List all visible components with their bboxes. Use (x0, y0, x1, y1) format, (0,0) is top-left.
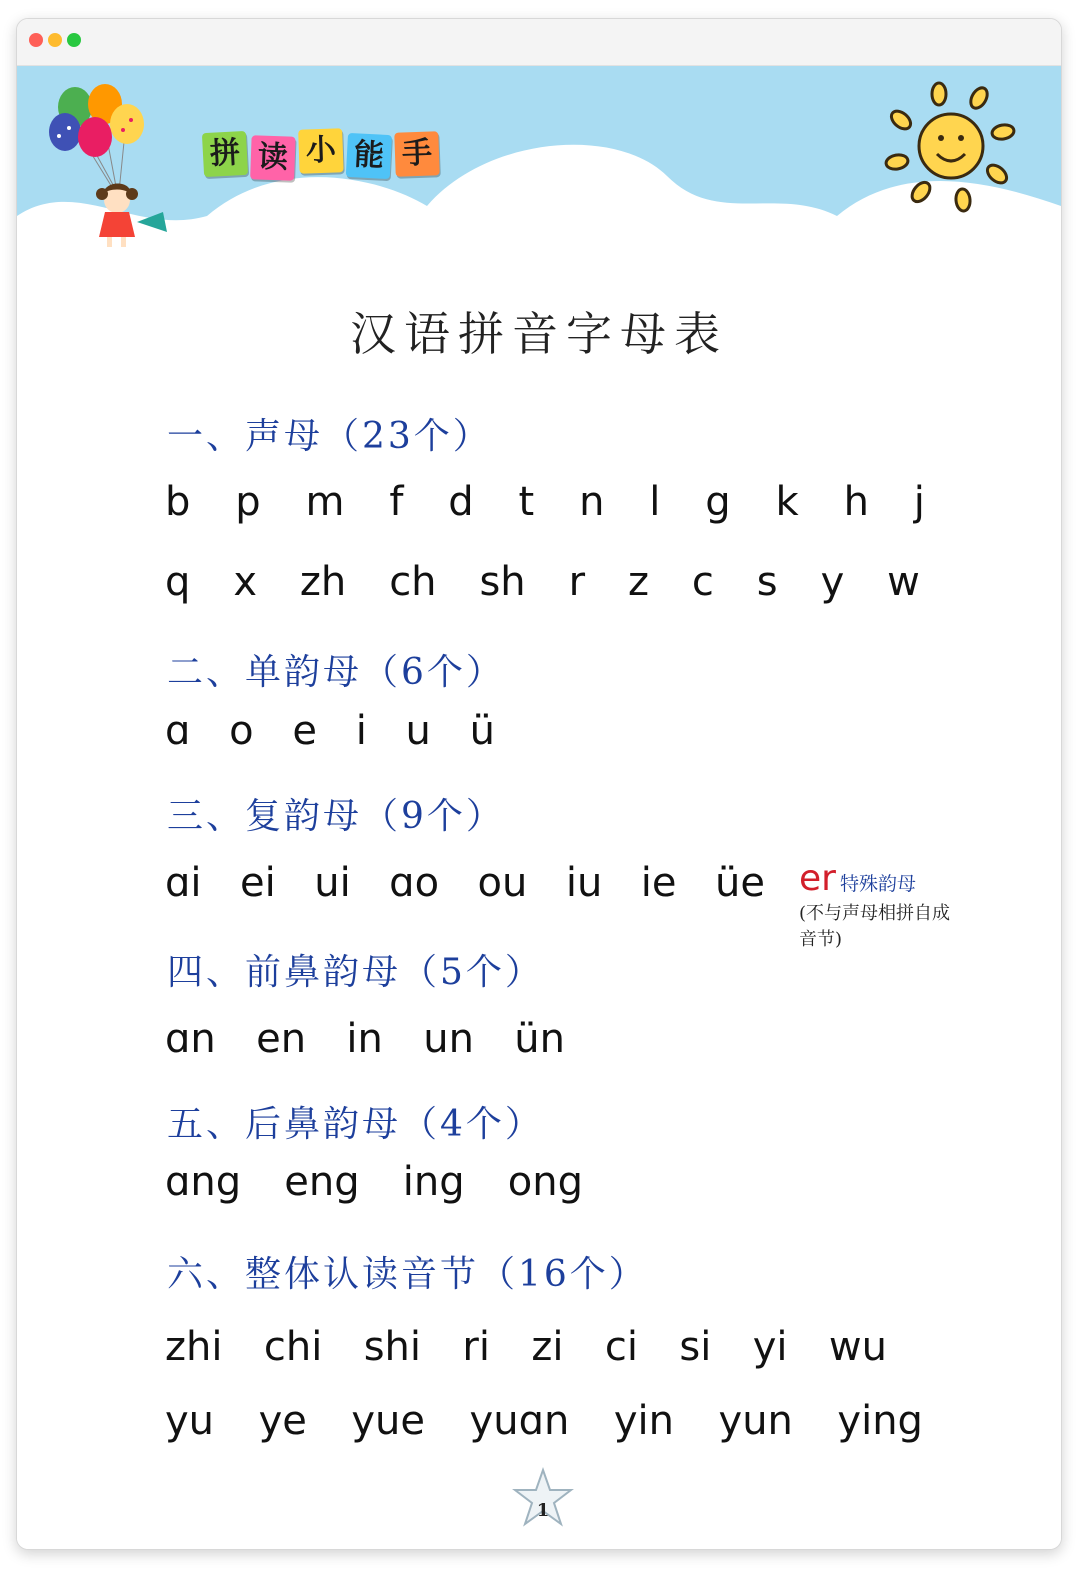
pinyin-letter: x (233, 559, 257, 605)
pinyin-letter: e (292, 708, 317, 754)
whole-syllables-row-1 (165, 1324, 887, 1370)
pinyin-letter: un (423, 1016, 474, 1062)
pinyin-letter: ü (469, 708, 495, 754)
pinyin-letter: t (518, 479, 535, 525)
special-final-description: (不与声母相拼自成音节) (799, 903, 951, 950)
section-heading-compound-finals: 三、复韵母（9个） (167, 796, 505, 837)
pinyin-letter: j (913, 479, 925, 525)
banner-tile: 小 (298, 128, 344, 174)
pinyin-letter: ün (514, 1016, 565, 1062)
pinyin-letter: z (627, 559, 649, 605)
pinyin-letter: b (165, 479, 191, 525)
pinyin-letter: y (820, 559, 845, 605)
special-final-label: 特殊韵母 (839, 873, 916, 895)
section-heading-back-nasal-finals: 五、后鼻韵母（4个） (167, 1104, 544, 1145)
pinyin-syllable: wu (828, 1324, 887, 1370)
pinyin-letter: ing (402, 1159, 465, 1205)
page-number: 1 (536, 1500, 550, 1521)
pinyin-letter: ie (640, 860, 677, 906)
pinyin-syllable: ye (258, 1398, 307, 1444)
balloon-girl-illustration (45, 82, 185, 252)
pinyin-letter: ong (507, 1159, 583, 1205)
page-title: 汉语拼音字母表 (350, 307, 728, 361)
pinyin-letter: ɑi (165, 860, 202, 906)
compound-finals-row (165, 860, 765, 906)
simple-finals-row (165, 708, 495, 754)
banner-tile: 手 (394, 131, 440, 177)
banner-tile: 读 (250, 135, 296, 181)
pinyin-syllable: ci (604, 1324, 638, 1370)
pinyin-letter: k (775, 479, 799, 525)
pinyin-letter: zh (299, 559, 347, 605)
section-heading-initials: 一、声母（23个） (167, 416, 492, 457)
pinyin-syllable: ri (462, 1324, 490, 1370)
initials-row-2 (165, 559, 920, 605)
maximize-window-button[interactable] (67, 33, 81, 47)
pinyin-letter: en (256, 1016, 307, 1062)
back-nasal-finals-row (165, 1159, 583, 1205)
pinyin-letter: m (305, 479, 345, 525)
pinyin-letter: ɑ (165, 708, 191, 754)
worksheet-page (17, 66, 1061, 1549)
pinyin-syllable: ying (837, 1398, 923, 1444)
banner-tile: 能 (346, 133, 392, 179)
pinyin-syllable: zhi (165, 1324, 223, 1370)
pinyin-syllable: yun (718, 1398, 793, 1444)
initials-row-1 (165, 479, 925, 525)
window-titlebar (17, 19, 1061, 66)
pinyin-letter: p (235, 479, 261, 525)
pinyin-letter: ɑn (165, 1016, 216, 1062)
section-heading-simple-finals: 二、单韵母（6个） (167, 652, 505, 693)
pinyin-syllable: si (679, 1324, 712, 1370)
pinyin-syllable: yue (351, 1398, 426, 1444)
section-heading-whole-syllables: 六、整体认读音节（16个） (167, 1254, 648, 1295)
section-heading-front-nasal-finals: 四、前鼻韵母（5个） (167, 952, 544, 993)
browser-window (16, 18, 1062, 1550)
whole-syllables-row-2 (165, 1398, 923, 1444)
pinyin-letter: g (705, 479, 731, 525)
pinyin-letter: eng (284, 1159, 360, 1205)
banner-tile: 拼 (202, 131, 248, 177)
pinyin-letter: ɑng (165, 1159, 242, 1205)
pinyin-letter: f (389, 479, 404, 525)
pinyin-letter: h (843, 479, 869, 525)
pinyin-letter: in (346, 1016, 383, 1062)
pinyin-letter: ui (314, 860, 351, 906)
pinyin-letter: ɑo (389, 860, 440, 906)
pinyin-letter: q (165, 559, 191, 605)
pinyin-letter: ch (389, 559, 437, 605)
pinyin-letter: u (405, 708, 431, 754)
pinyin-letter: s (756, 559, 778, 605)
special-final-note (799, 858, 969, 953)
pinyin-letter: n (579, 479, 605, 525)
pinyin-syllable: yi (752, 1324, 788, 1370)
pinyin-syllable: yu (165, 1398, 215, 1444)
pinyin-letter: sh (479, 559, 526, 605)
title-banner (203, 132, 439, 176)
pinyin-letter: c (691, 559, 714, 605)
pinyin-letter: w (887, 559, 920, 605)
special-final-letter: er (799, 858, 836, 899)
pinyin-letter: d (448, 479, 474, 525)
pinyin-letter: l (649, 479, 661, 525)
pinyin-letter: o (229, 708, 254, 754)
pinyin-syllable: yuɑn (469, 1398, 570, 1444)
pinyin-syllable: zi (531, 1324, 564, 1370)
pinyin-letter: i (355, 708, 367, 754)
pinyin-letter: r (568, 559, 586, 605)
pinyin-letter: ei (240, 860, 276, 906)
pinyin-letter: iu (565, 860, 603, 906)
pinyin-letter: ou (477, 860, 528, 906)
minimize-window-button[interactable] (48, 33, 62, 47)
sun-icon (877, 74, 1027, 224)
pinyin-syllable: chi (263, 1324, 323, 1370)
close-window-button[interactable] (29, 33, 43, 47)
front-nasal-finals-row (165, 1016, 565, 1062)
pinyin-letter: üe (715, 860, 765, 906)
pinyin-syllable: shi (363, 1324, 422, 1370)
pinyin-syllable: yin (613, 1398, 674, 1444)
